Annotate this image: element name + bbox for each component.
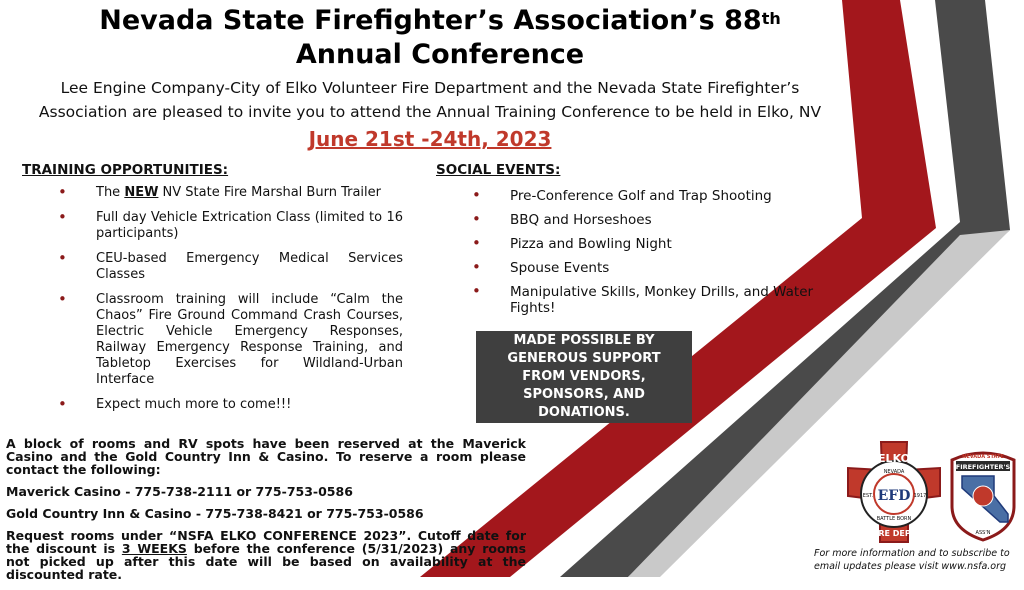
request-pre: Request rooms under “NSFA ELKO CONFERENCE 2023”. Cutoff date for the discount is bbox=[6, 528, 526, 556]
item-text: Full day Vehicle Extrication Class (limited to 16 participants) bbox=[96, 210, 403, 241]
intro-line1: Lee Engine Company-City of Elko Volunteer Fire Department and the Nevada State Firefighter’s bbox=[60, 79, 800, 97]
bullet-icon: • bbox=[58, 208, 67, 226]
request-emphasis: 3 WEEKS bbox=[121, 541, 187, 556]
support-text: MADE POSSIBLE BY GENEROUS SUPPORT FROM VENDORS, SPONSORS, AND DONATIONS. bbox=[507, 333, 661, 420]
title-superscript: th bbox=[761, 9, 781, 28]
bullet-icon: • bbox=[58, 249, 67, 267]
bullet-icon: • bbox=[58, 290, 67, 308]
list-item bbox=[58, 251, 403, 283]
elko-bottom-text: FIRE DEPT. bbox=[869, 529, 919, 538]
bullet-icon: • bbox=[472, 210, 481, 228]
item-text: CEU-based Emergency Medical Services Classes bbox=[96, 251, 403, 282]
item-text: Expect much more to come!!! bbox=[96, 397, 292, 412]
item-text-pre: The bbox=[96, 185, 125, 200]
elko-est-text: EST. bbox=[862, 493, 874, 499]
item-text: BBQ and Horseshoes bbox=[510, 212, 652, 228]
bullet-icon: • bbox=[472, 282, 481, 300]
list-item bbox=[472, 260, 832, 276]
elko-year-text: 1917 bbox=[913, 493, 927, 499]
bullet-icon: • bbox=[472, 258, 481, 276]
elko-monogram: EFD bbox=[877, 488, 911, 504]
lodging-info bbox=[6, 437, 526, 590]
intro-text bbox=[0, 76, 860, 124]
elko-state-text: NEVADA bbox=[883, 469, 905, 475]
request-post: before the conference (5/31/2023) any rooms not picked up after this date will be based on availability at the discounted rate. bbox=[6, 541, 527, 582]
social-list bbox=[472, 188, 832, 324]
list-item bbox=[472, 212, 832, 228]
elko-motto-text: BATTLE BORN bbox=[876, 516, 912, 522]
item-text: Pre-Conference Golf and Trap Shooting bbox=[510, 188, 772, 204]
intro-line2: Association are pleased to invite you to attend the Annual Training Conference to be held in Elko, NV bbox=[38, 103, 822, 121]
training-list bbox=[58, 185, 403, 422]
social-heading: SOCIAL EVENTS: bbox=[436, 162, 561, 178]
bullet-icon: • bbox=[472, 186, 481, 204]
nsfa-bottom-text: ASS'N bbox=[975, 530, 991, 536]
item-text-post: NV State Fire Marshal Burn Trailer bbox=[158, 185, 381, 200]
elko-top-text: ELKO bbox=[878, 452, 910, 465]
list-item bbox=[472, 188, 832, 204]
item-text-emphasis: NEW bbox=[124, 185, 159, 200]
title-line2: Annual Conference bbox=[295, 39, 585, 70]
nsfa-logo bbox=[948, 446, 1018, 542]
elko-fire-dept-logo bbox=[846, 440, 942, 544]
footer-note bbox=[814, 547, 1024, 573]
footer-line2: email updates please visit www.nsfa.org bbox=[814, 561, 1007, 572]
request-info bbox=[6, 529, 526, 581]
lodging-block: A block of rooms and RV spots have been reserved at the Maverick Casino and the Gold Country Inn & Casino. To reserve a room please contact the following: bbox=[6, 436, 526, 477]
footer-line1: For more information and to subscribe to bbox=[814, 548, 1010, 559]
list-item bbox=[58, 292, 403, 388]
list-item bbox=[58, 210, 403, 242]
item-text: Spouse Events bbox=[510, 260, 610, 276]
conference-dates: June 21st -24th, 2023 bbox=[308, 127, 552, 151]
item-text: Pizza and Bowling Night bbox=[510, 236, 672, 252]
maverick-contact: Maverick Casino - 775-738-2111 or 775-753-0586 bbox=[6, 484, 353, 499]
list-item bbox=[58, 185, 403, 201]
item-text: Classroom training will include “Calm the Chaos” Fire Ground Command Crash Courses, Electric Vehicle Emergency Responses, Railway Emergency Response Training, and Tabletop Exercises for Wildland-Urban Interface bbox=[96, 292, 403, 387]
list-item bbox=[472, 284, 832, 316]
training-heading: TRAINING OPPORTUNITIES: bbox=[22, 162, 229, 178]
bullet-icon: • bbox=[58, 395, 67, 413]
bullet-icon: • bbox=[58, 183, 67, 201]
item-text: Manipulative Skills, Monkey Drills, and Water Fights! bbox=[510, 284, 814, 316]
nsfa-top-text: NEVADA STATE bbox=[962, 454, 1004, 460]
gold-country-contact: Gold Country Inn & Casino - 775-738-8421 or 775-753-0586 bbox=[6, 506, 424, 521]
list-item bbox=[58, 397, 403, 413]
bullet-icon: • bbox=[472, 234, 481, 252]
page-title bbox=[0, 4, 880, 72]
support-box bbox=[476, 331, 692, 423]
title-line1: Nevada State Firefighter’s Association’s 88 bbox=[99, 5, 762, 36]
list-item bbox=[472, 236, 832, 252]
nsfa-mid-text: FIREFIGHTER'S bbox=[955, 463, 1011, 471]
